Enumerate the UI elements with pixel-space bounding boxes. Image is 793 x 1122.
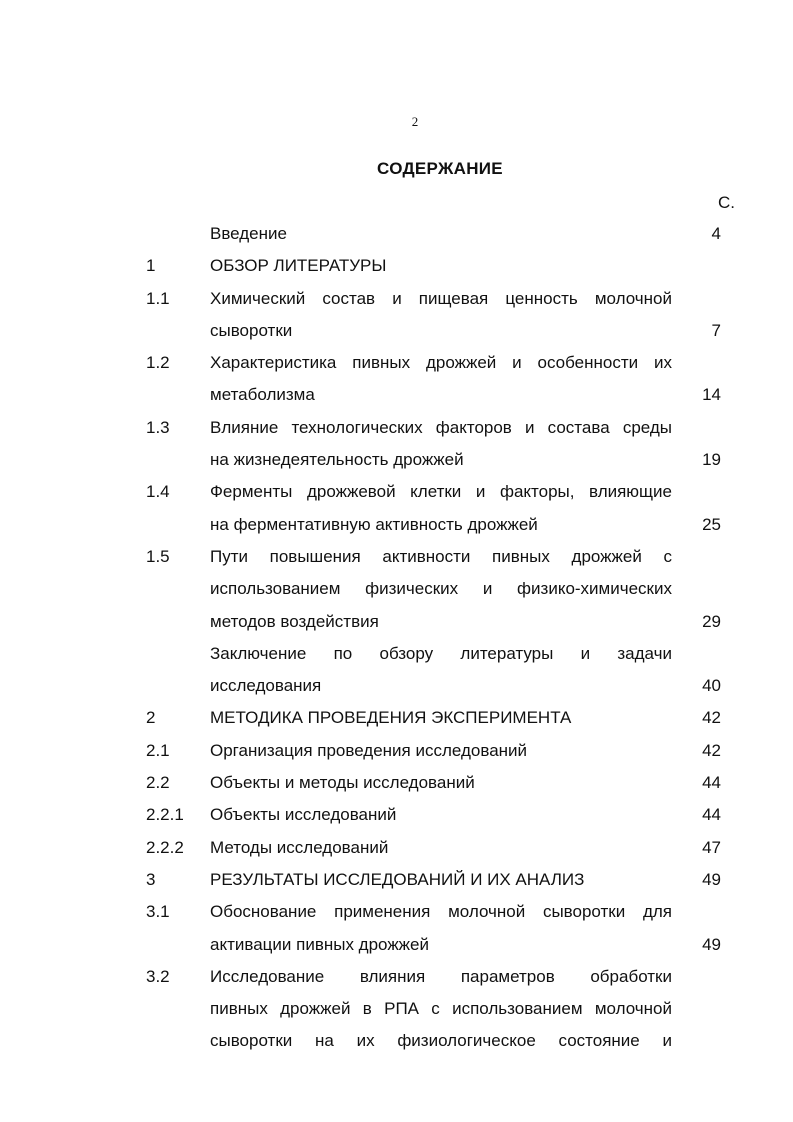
toc-entry-number: 2 [146, 708, 156, 728]
toc-entry-number: 1.1 [146, 288, 170, 308]
toc-entry-text: сыворотки на их физиологическое состояние и [210, 1031, 672, 1051]
toc-entry-text: Объекты исследований [210, 805, 397, 825]
toc-entry-line [0, 573, 793, 605]
toc-entry-number: 1.3 [146, 417, 170, 437]
toc-entry-line [0, 315, 793, 347]
toc-entry-line [0, 509, 793, 541]
toc-entry-page: 7 [711, 320, 721, 340]
toc-entry-page: 47 [702, 837, 721, 857]
toc-entry-text: метаболизма [210, 385, 315, 405]
toc-entry-page: 19 [702, 450, 721, 470]
toc-entry-page: 40 [702, 676, 721, 696]
toc-entry-page: 14 [702, 385, 721, 405]
toc-entry-line [0, 832, 793, 864]
toc-entry-number: 3.2 [146, 966, 170, 986]
page-number: 2 [411, 114, 419, 129]
toc-entry-number: 2.2.2 [146, 837, 184, 857]
page-title: СОДЕРЖАНИЕ [377, 159, 503, 178]
toc-entry-text: на ферментативную активность дрожжей [210, 514, 538, 534]
toc-entry-text: методов воздействия [210, 611, 379, 631]
toc-entry-text: Влияние технологических факторов и состава среды [210, 417, 672, 437]
toc-entry-text: Химический состав и пищевая ценность молочной [210, 288, 672, 308]
toc-entry-text: ОБЗОР ЛИТЕРАТУРЫ [210, 256, 387, 276]
toc-entry-text: Ферменты дрожжевой клетки и факторы, влияющие [210, 482, 672, 502]
toc-entry-text: Исследование влияния параметров обработки [210, 966, 672, 986]
toc-entry-text: активации пивных дрожжей [210, 934, 430, 954]
toc-entry-line [0, 379, 793, 411]
toc-entry-text: Введение [210, 224, 287, 243]
toc-entry-number: 3.1 [146, 902, 170, 922]
toc-entry-line [0, 767, 793, 799]
toc-entry-line [0, 896, 793, 928]
toc-entry-page: 49 [702, 869, 721, 889]
toc-entry-line [0, 347, 793, 379]
toc-entry-number: 2.2 [146, 773, 170, 793]
toc-entry-line [0, 412, 793, 444]
toc-entry-text: на жизнедеятельность дрожжей [210, 450, 464, 470]
toc-entry-line [0, 218, 793, 250]
table-of-contents [0, 218, 793, 1058]
toc-entry-line [0, 993, 793, 1025]
toc-entry-line [0, 670, 793, 702]
toc-entry-line [0, 476, 793, 508]
toc-entry-page: 44 [702, 805, 721, 825]
toc-entry-text: использованием физических и физико-химических [210, 579, 672, 599]
toc-entry-text: Пути повышения активности пивных дрожжей с [210, 546, 672, 566]
toc-entry-text: сыворотки [210, 320, 293, 340]
toc-entry-number: 1.2 [146, 353, 170, 373]
toc-entry-number: 2.1 [146, 740, 170, 760]
toc-entry-line [0, 1025, 793, 1057]
toc-entry-page: 44 [702, 773, 721, 793]
toc-entry-line [0, 541, 793, 573]
toc-entry-line [0, 444, 793, 476]
toc-entry-text: Характеристика пивных дрожжей и особенности их [210, 353, 672, 373]
toc-entry-number: 1.4 [146, 482, 170, 502]
toc-entry-page: 25 [702, 514, 721, 534]
toc-entry-line [0, 283, 793, 315]
toc-entry-line [0, 735, 793, 767]
toc-entry-line [0, 606, 793, 638]
toc-entry-line [0, 250, 793, 282]
toc-entry-text: РЕЗУЛЬТАТЫ ИССЛЕДОВАНИЙ И ИХ АНАЛИЗ [210, 869, 585, 889]
toc-entry-page: 49 [702, 934, 721, 954]
toc-entry-line [0, 929, 793, 961]
toc-entry-line [0, 702, 793, 734]
page-column-label: С. [718, 193, 735, 212]
toc-entry-number: 1 [146, 256, 156, 276]
toc-entry-line [0, 638, 793, 670]
toc-entry-text: Методы исследований [210, 837, 389, 857]
toc-entry-text: пивных дрожжей в РПА с использованием молочной [210, 999, 672, 1019]
toc-entry-number: 2.2.1 [146, 805, 184, 825]
toc-entry-number: 3 [146, 869, 156, 889]
toc-entry-text: исследования [210, 676, 322, 696]
toc-entry-number: 1.5 [146, 546, 170, 566]
toc-entry-text: Организация проведения исследований [210, 740, 528, 760]
toc-entry-page: 42 [702, 708, 721, 728]
toc-entry-text: Обоснование применения молочной сыворотки для [210, 902, 672, 922]
toc-entry-page: 29 [702, 611, 721, 631]
toc-entry-text: Заключение по обзору литературы и задачи [210, 643, 672, 663]
toc-entry-text: Объекты и методы исследований [210, 773, 475, 793]
toc-entry-line [0, 961, 793, 993]
toc-entry-line [0, 799, 793, 831]
toc-entry-page: 4 [711, 224, 721, 243]
toc-entry-text: МЕТОДИКА ПРОВЕДЕНИЯ ЭКСПЕРИМЕНТА [210, 708, 572, 728]
toc-entry-page: 42 [702, 740, 721, 760]
toc-entry-line [0, 864, 793, 896]
